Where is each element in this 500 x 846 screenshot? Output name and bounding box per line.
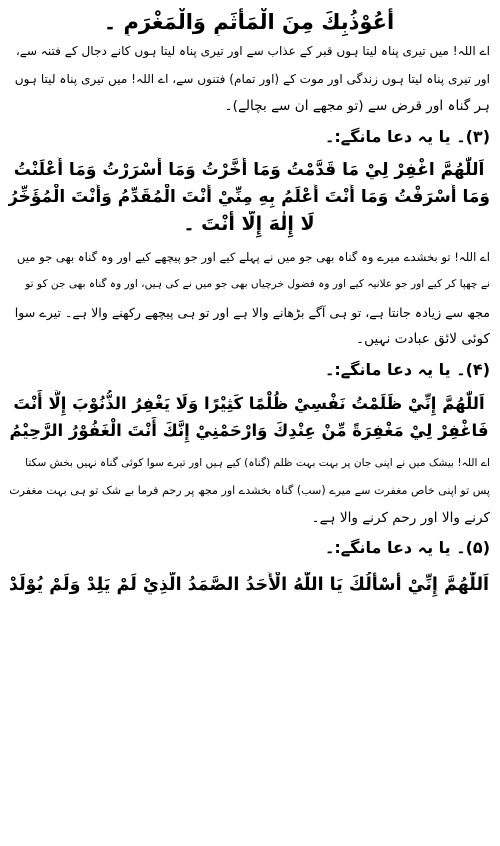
section-heading-5: (۵)۔ یا یہ دعا مانگے:۔ [325, 538, 490, 557]
urdu-translation-line: پس تو اپنی خاص مغفرت سے میرے (سب) گناہ بخشدے اور مجھ پر رحم فرما بے شک تو ہی بہت مغفرت [9, 484, 490, 497]
section-heading-4: (۴)۔ یا یہ دعا مانگے:۔ [325, 359, 490, 379]
arabic-dua-line: اَللّٰهُمَّ اغْفِرْ لِيْ مَا قَدَّمْتُ وَمَا أَخَّرْتُ وَمَا أَسْرَرْتُ وَمَا أَعْلَنْتُ [13, 159, 485, 180]
dua-block-3 [8, 157, 490, 238]
urdu-translation-line: اے اللہ! بیشک میں نے اپنی جان پر بہت بہت ظلم (گناہ) کیے ہیں اور تیرے سوا کوئی گناہ نہیں بخش سکتا [25, 456, 490, 469]
urdu-translation-line: اور تیری پناہ لیتا ہوں زندگی اور موت کے (اور تمام) فتنوں سے، اے اللہ! میں تیری پناہ لیتا ہوں [14, 71, 490, 86]
arabic-dua-line: اَللّٰهُمَّ إِنِّيْ أَسْأَلُكَ يَا اللّٰهُ الْأَحَدُ الصَّمَدُ الَّذِيْ لَمْ يَلِدْ وَلَمْ يُوْلَدْ [8, 575, 490, 595]
arabic-dua-line: وَمَا أَسْرَفْتُ وَمَا أَنْتَ أَعْلَمُ بِهِ مِنِّيْ أَنْتَ الْمُقَدِّمُ وَأَنْتَ الْمُؤَخِّرُ [8, 186, 490, 207]
urdu-translation-line: کرنے والا اور رحم کرنے والا ہے۔ [311, 509, 490, 526]
arabic-dua-line: اَللّٰهُمَّ إِنِّيْ ظَلَمْتُ نَفْسِيْ ظُلْمًا كَثِيْرًا وَلَا يَغْفِرُ الذُّنُوْبَ إِلَّا أَنْتَ [13, 393, 485, 413]
translation-block-1 [8, 38, 490, 121]
translation-block-4 [8, 450, 490, 533]
urdu-translation-line: کوئی لائق عبادت نہیں۔ [356, 331, 490, 347]
dua-title-arabic: أَعُوْذُبِكَ مِنَ الْمَأْثَمِ وَالْمَغْرَمِ ۔ [103, 10, 395, 34]
dua-block-4 [8, 390, 490, 444]
dua-block-5 [8, 572, 490, 599]
translation-block-3 [8, 244, 490, 354]
arabic-dua-line: لَا إِلٰهَ إِلَّا أَنْتَ ۔ [183, 212, 315, 235]
section-heading-3: (۳)۔ یا یہ دعا مانگے:۔ [325, 126, 490, 146]
arabic-dua-line: فَاغْفِرْ لِيْ مَغْفِرَةً مِّنْ عِنْدِكَ وَارْحَمْنِيْ إِنَّكَ أَنْتَ الْغَفُوْرُ الرَّحِيْمُ [9, 420, 489, 440]
urdu-translation-line: ہر گناہ اور قرض سے (تو مجھے ان سے بچالے)۔ [224, 98, 490, 114]
urdu-translation-line: نے چھپا کر کیے اور جو علانیہ کیے اور وہ فضول خرچیاں بھی جو میں نے کی ہیں، اور وہ گناہ بھی جن کو تو [25, 278, 490, 290]
urdu-translation-line: اے اللہ! تو بخشدے میرے وہ گناہ بھی جو میں نے پہلے کیے اور جو پیچھے کیے اور وہ گناہ بھی جو میں [16, 249, 490, 264]
urdu-translation-line: مجھ سے زیادہ جانتا ہے، تو ہی آگے بڑھانے والا ہے اور تو ہی پیچھے رکھنے والا ہے۔ تیرے سوا [14, 304, 490, 320]
urdu-translation-line: اے اللہ! میں تیری پناہ لیتا ہوں قبر کے عذاب سے اور تیری پناہ لیتا ہوں کانے دجال کے فتنہ سے، [15, 44, 490, 58]
